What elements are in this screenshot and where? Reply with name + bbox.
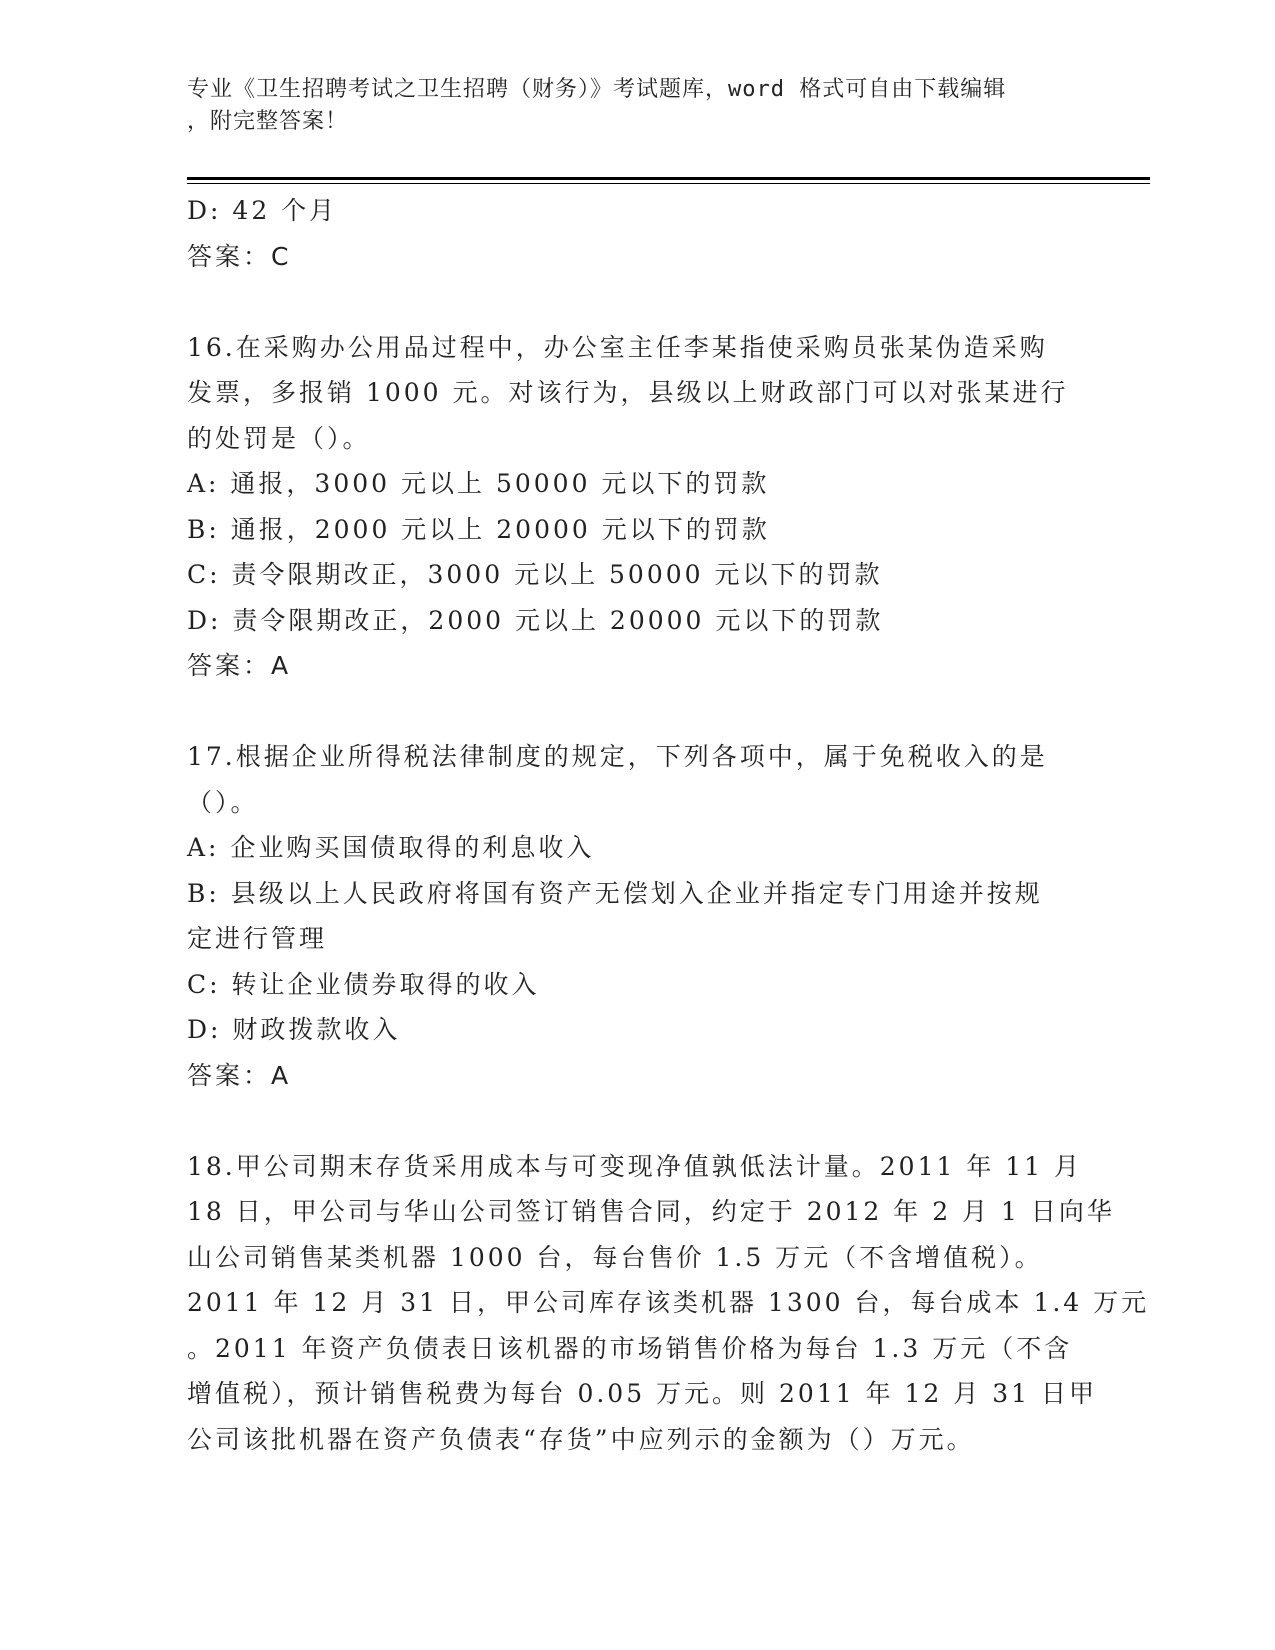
option-a: A: 企业购买国债取得的利息收入 bbox=[187, 833, 595, 862]
header-title-line-2: ，附完整答案！ bbox=[187, 109, 349, 134]
header-title-line-1: 专业《卫生招聘考试之卫生招聘（财务）》考试题库，word 格式可自由下载编辑 bbox=[187, 77, 1007, 102]
option-b: B: 县级以上人民政府将国有资产无偿划入企业并指定专门用途并按规 bbox=[187, 878, 1043, 908]
question-15-tail bbox=[187, 188, 1087, 279]
question-stem-line: 2011 年 12 月 31 日，甲公司库存该类机器 1300 台，每台成本 1.4 万元 bbox=[187, 1288, 1150, 1317]
option-a: A: 通报，3000 元以上 50000 元以下的罚款 bbox=[187, 469, 770, 498]
question-stem-line: 山公司销售某类机器 1000 台，每台售价 1.5 万元（不含增值税）。 bbox=[187, 1242, 1043, 1272]
option-c: C: 转让企业债券取得的收入 bbox=[187, 969, 540, 999]
question-stem-line: 。2011 年资产负债表日该机器的市场销售价格为每台 1.3 万元（不含 bbox=[187, 1333, 1073, 1363]
question-stem-line: （）。 bbox=[187, 787, 259, 817]
question-18 bbox=[187, 1144, 1150, 1463]
option-c: C: 责令限期改正，3000 元以上 50000 元以下的罚款 bbox=[187, 560, 883, 589]
question-16 bbox=[187, 325, 1087, 689]
option-d: D: 42 个月 bbox=[187, 196, 338, 225]
question-stem-line: 18.甲公司期末存货采用成本与可变现净值孰低法计量。2011 年 11 月 bbox=[187, 1151, 1083, 1181]
header-divider-thick bbox=[187, 177, 1150, 180]
option-d: D: 责令限期改正，2000 元以上 20000 元以下的罚款 bbox=[187, 605, 884, 635]
answer-line: 答案：C bbox=[187, 241, 292, 271]
question-stem-line: 公司该批机器在资产负债表“存货”中应列示的金额为（）万元。 bbox=[187, 1424, 975, 1454]
question-stem-line: 发票，多报销 1000 元。对该行为，县级以上财政部门可以对张某进行 bbox=[187, 378, 1069, 407]
spacer bbox=[187, 279, 1087, 325]
question-stem-line: 增值税），预计销售税费为每台 0.05 万元。则 2011 年 12 月 31 日甲 bbox=[187, 1379, 1097, 1408]
option-b-continued: 定进行管理 bbox=[187, 924, 328, 953]
question-17 bbox=[187, 734, 1087, 1098]
spacer bbox=[187, 1098, 1087, 1144]
question-stem-line: 17.根据企业所得税法律制度的规定，下列各项中，属于免税收入的是 bbox=[187, 742, 1048, 771]
question-stem-line: 的处罚是（）。 bbox=[187, 423, 371, 453]
spacer bbox=[187, 689, 1087, 735]
question-stem-line: 16.在采购办公用品过程中，办公室主任李某指使采购员张某伪造采购 bbox=[187, 332, 1048, 362]
question-stem-line: 18 日，甲公司与华山公司签订销售合同，约定于 2012 年 2 月 1 日向华 bbox=[187, 1197, 1115, 1226]
option-b: B: 通报，2000 元以上 20000 元以下的罚款 bbox=[187, 514, 770, 544]
page-header bbox=[187, 74, 1067, 138]
option-d: D: 财政拨款收入 bbox=[187, 1015, 401, 1044]
answer-line: 答案：A bbox=[187, 1060, 292, 1090]
header-divider-thin bbox=[187, 183, 1150, 184]
question-content bbox=[187, 188, 1150, 1462]
answer-line: 答案：A bbox=[187, 651, 292, 680]
